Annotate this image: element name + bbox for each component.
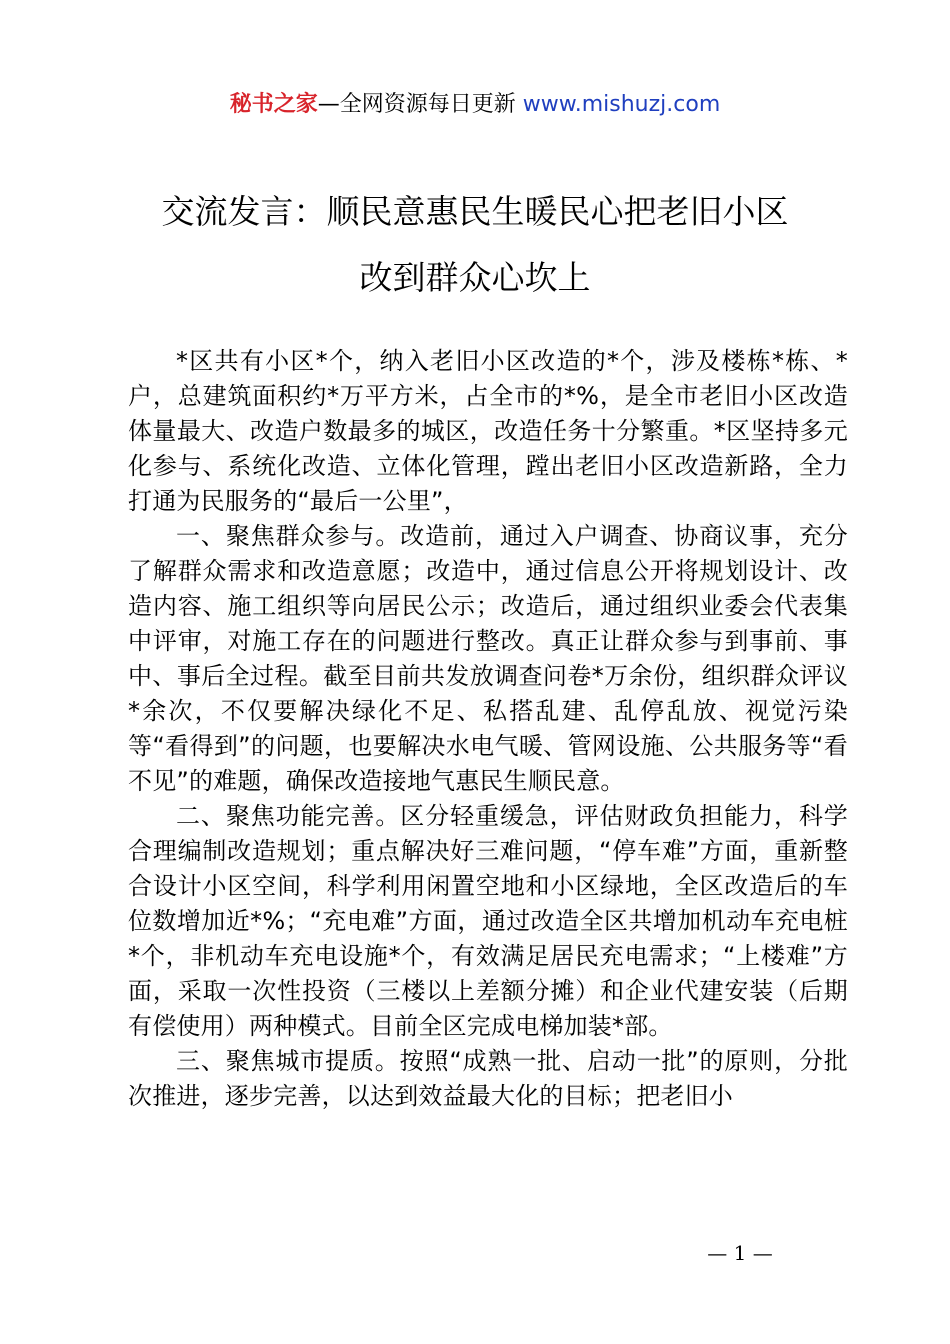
document-title-line-2: 改到群众心坎上 [359,258,591,297]
site-url-link[interactable]: www.mishuzj.com [522,92,721,117]
document-title-line-1: 交流发言：顺民意惠民生暖民心把老旧小区 [161,192,789,231]
paragraph-section-1: 一、聚焦群众参与。改造前，通过入户调查、协商议事，充分了解群众需求和改造意愿；改造中，通过信息公开将规划设计、改造内容、施工组织等向居民公示；改造后，通过组织业委会代表集中评审，对施工存在的问题进行整改。真正让群众参与到事前、事中、事后全过程。截至目前共发放调查问卷*万余份，组织群众评议*余次，不仅要解决绿化不足、私搭乱建、乱停乱放、视觉污染等“看得到”的问题，也要解决水电气暖、管网设施、公共服务等“看不见”的难题，确保改造接地气惠民生顺民意。 [128,522,848,795]
document-body [128,344,848,1114]
paragraph-section-2: 二、聚焦功能完善。区分轻重缓急，评估财政负担能力，科学合理编制改造规划；重点解决好三难问题，“停车难”方面，重新整合设计小区空间，科学利用闲置空地和小区绿地，全区改造后的车位数增加近*%；“充电难”方面，通过改造全区共增加机动车充电桩*个，非机动车充电设施*个，有效满足居民充电需求；“上楼难”方面，采取一次性投资（三楼以上差额分摊）和企业代建安装（后期有偿使用）两种模式。目前全区完成电梯加装*部。 [128,802,848,1040]
header-tagline: —全网资源每日更新 [317,92,516,117]
brand-name: 秘书之家 [229,92,318,117]
site-header [0,88,950,122]
page-number: — 1 — [707,1241,773,1265]
paragraph-intro: *区共有小区*个，纳入老旧小区改造的*个，涉及楼栋*栋、*户，总建筑面积约*万平方米，占全市的*%，是全市老旧小区改造体量最大、改造户数最多的城区，改造任务十分繁重。*区坚持多元化参与、系统化改造、立体化管理，蹚出老旧小区改造新路，全力打通为民服务的“最后一公里”， [128,347,848,515]
paragraph-section-3: 三、聚焦城市提质。按照“成熟一批、启动一批”的原则，分批次推进，逐步完善，以达到效益最大化的目标；把老旧小 [128,1047,848,1110]
